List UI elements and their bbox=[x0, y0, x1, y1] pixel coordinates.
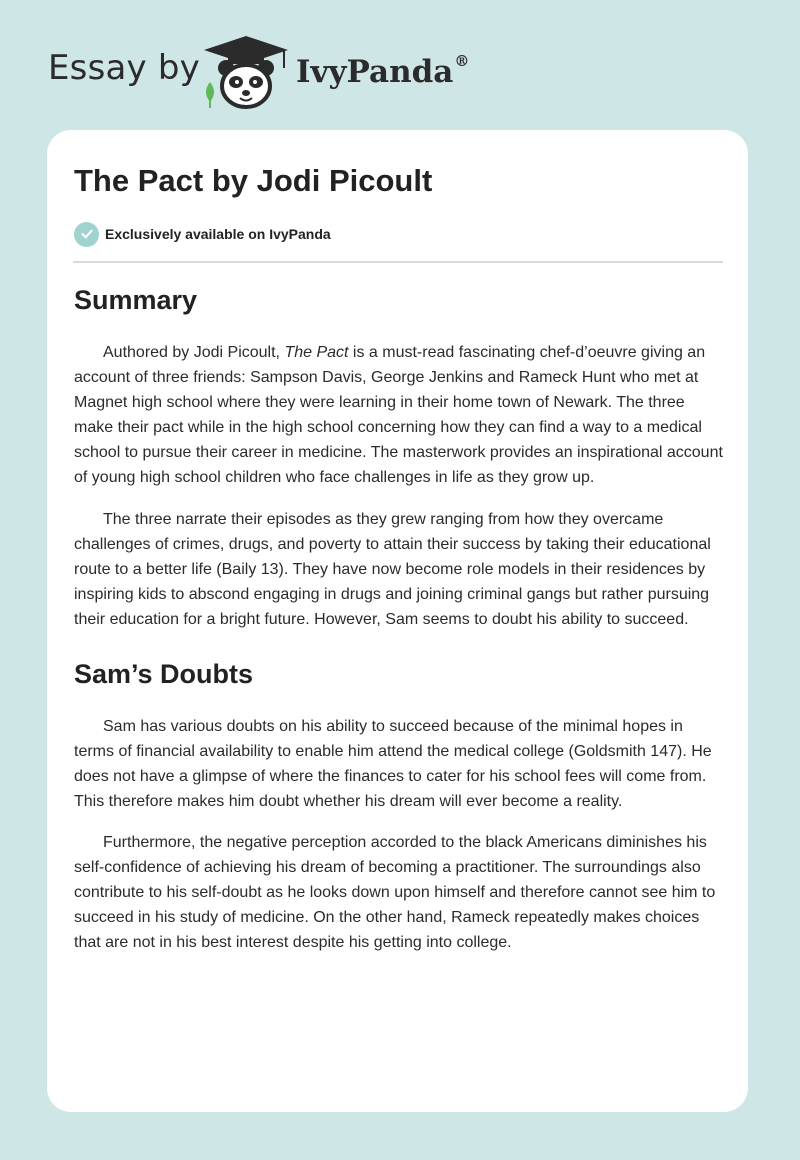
paragraph: Furthermore, the negative perception accorded to the black Americans diminishes his self-confidence of achieving his dream of becoming a practitioner. The surroundings also contribute to his self-doubt as he looks down upon himself and therefore cannot see him to succeed in his study of medicine. On the other hand, Rameck repeatedly makes choices that are not in his best interest despite his getting into college. bbox=[74, 834, 716, 951]
paragraph bbox=[74, 340, 726, 490]
divider bbox=[73, 261, 723, 263]
paragraph: Sam has various doubts on his ability to succeed because of the minimal hopes in terms of financial availability to enable him attend the medical college (Goldsmith 147). He does not have a glimpse of where the finances to cater for his school fees will come from. This therefore makes him doubt whether his dream will ever become a reality. bbox=[74, 718, 712, 810]
paragraph-text: is a must-read fascinating chef-d’oeuvre giving an account of three friends: Sampson Davis, George Jenkins and Rameck Hunt who met at Magnet high school where they were learning in their home town of Newark. The three make their pact while in the high school concerning how they can find a way to a medical school to pursue their career in medicine. The masterwork provides an inspirational account of young high school children who face challenges in life as they grow up. bbox=[74, 344, 723, 486]
check-icon bbox=[74, 222, 99, 247]
essay-body bbox=[74, 282, 726, 955]
page-title: The Pact by Jodi Picoult bbox=[74, 163, 433, 198]
paragraph-text: Authored by Jodi Picoult, bbox=[103, 344, 285, 361]
registered-mark: ® bbox=[454, 52, 470, 70]
book-title-italic: The Pact bbox=[284, 344, 349, 361]
essay-card bbox=[47, 130, 748, 1112]
badge-label: Exclusively available on IvyPanda bbox=[105, 226, 331, 242]
ivypanda-brand[interactable] bbox=[296, 54, 469, 90]
site-header bbox=[0, 0, 800, 130]
exclusive-badge bbox=[74, 221, 331, 247]
brand-name: IvyPanda bbox=[296, 54, 454, 90]
panda-logo-icon[interactable] bbox=[200, 34, 292, 110]
section-heading-summary: Summary bbox=[74, 285, 198, 315]
essay-by-label: Essay by bbox=[48, 48, 200, 88]
section-heading-sams-doubts: Sam’s Doubts bbox=[74, 659, 254, 689]
paragraph: The three narrate their episodes as they grew ranging from how they overcame challenges of crimes, drugs, and poverty to attain their success by taking their educational route to a better life (Baily 13). They have now become role models in their residences by inspiring kids to abscond engaging in drugs and joining criminal gangs but rather pursuing their education for a bright future. However, Sam seems to doubt his ability to succeed. bbox=[74, 511, 711, 628]
